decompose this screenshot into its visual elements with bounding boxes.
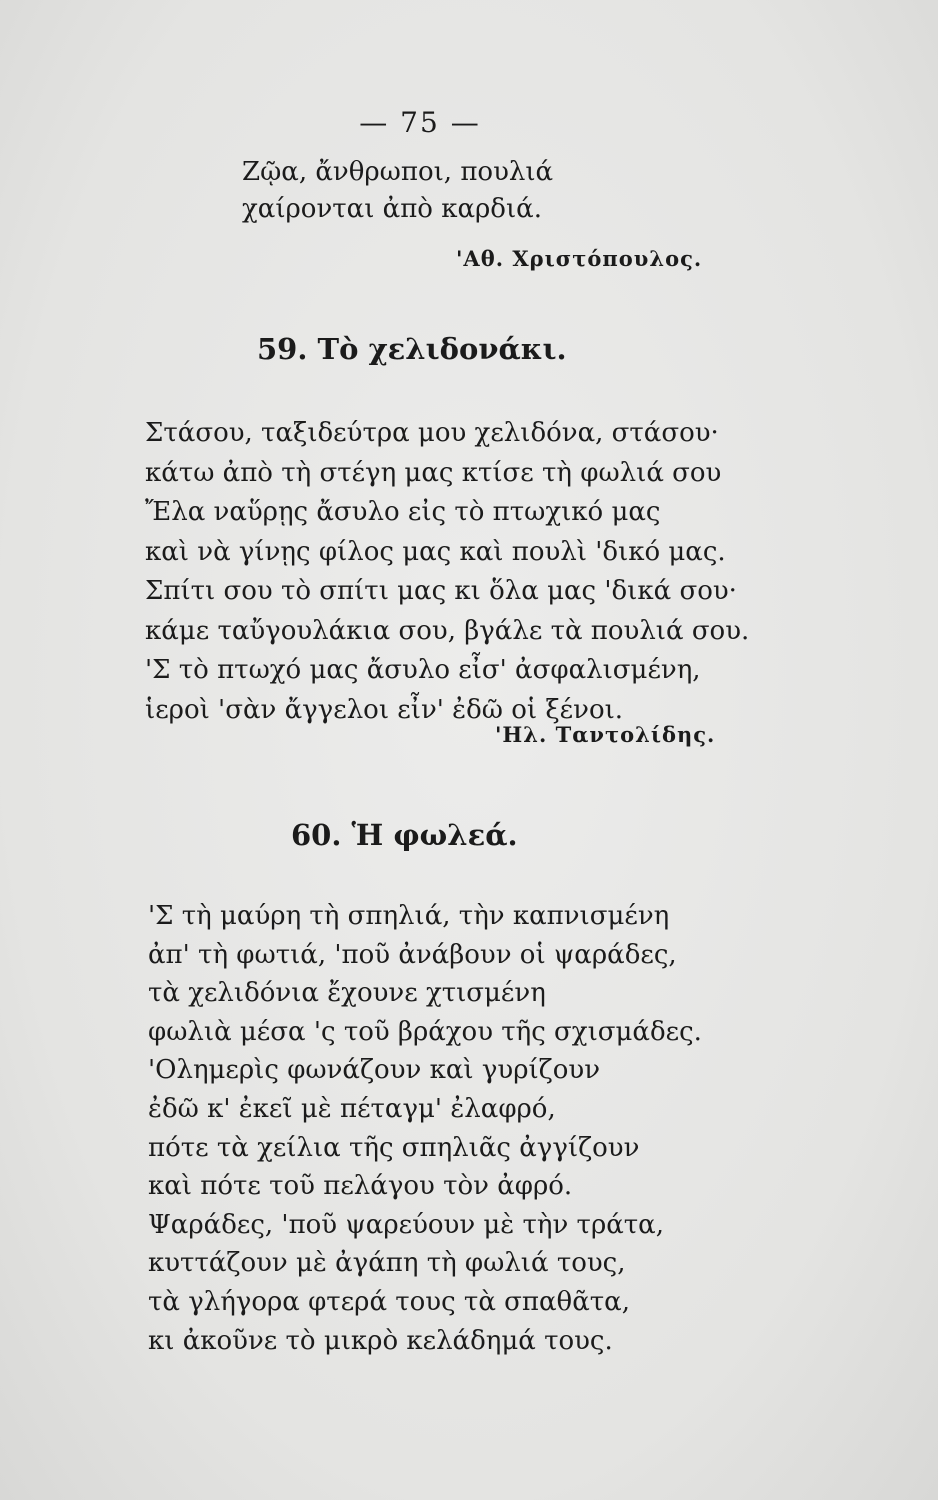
verse-line: 'Σ τὴ μαύρη τὴ σπηλιά, τὴν καπνισμένη: [148, 901, 670, 931]
verse-line: κι ἀκοῦνε τὸ μικρὸ κελάδημά τους.: [148, 1325, 613, 1356]
verse-line: Ἔλα ναὕρῃς ἄσυλο εἰς τὸ πτωχικό μας: [145, 497, 661, 527]
poem-59-title: 59. Τὸ χελιδονάκι.: [257, 332, 567, 366]
verse-line: ἐδῶ κ' ἐκεῖ μὲ πέταγμ' ἐλαφρό,: [148, 1093, 556, 1124]
intro-author: 'Αθ. Χριστόπουλος.: [456, 246, 703, 271]
verse-line: Ψαράδες, 'ποῦ ψαρεύουν μὲ τὴν τράτα,: [148, 1209, 664, 1240]
verse-line: 'Ολημερὶς φωνάζουν καὶ γυρίζουν: [148, 1055, 601, 1086]
verse-line: τὰ χελιδόνια ἔχουνε χτισμένη: [148, 978, 546, 1009]
verse-line: κάτω ἀπὸ τὴ στέγη μας κτίσε τὴ φωλιά σου: [145, 457, 722, 488]
poem-60-verse: [148, 897, 702, 1360]
poem-60-title: 60. Ἡ φωλεά.: [291, 818, 518, 852]
verse-line: χαίρονται ἀπὸ καρδιά.: [242, 194, 542, 224]
intro-verse: [242, 154, 553, 228]
poem-59-author: 'Ηλ. Ταντολίδης.: [495, 722, 716, 747]
verse-line: 'Σ τὸ πτωχό μας ἄσυλο εἶσ' ἀσφαλισμένη,: [145, 655, 701, 685]
verse-line: ἱεροὶ 'σὰν ἄγγελοι εἶν' ἐδῶ οἱ ξένοι.: [145, 694, 624, 725]
poem-59-verse: [145, 414, 749, 730]
verse-line: ἀπ' τὴ φωτιά, 'ποῦ ἀνάβουν οἱ ψαράδες,: [148, 939, 677, 970]
verse-line: κυττάζουν μὲ ἀγάπη τὴ φωλιά τους,: [148, 1248, 626, 1279]
verse-line: Ζῷα, ἄνθρωποι, πουλιά: [242, 157, 554, 187]
verse-line: Σπίτι σου τὸ σπίτι μας κι ὅλα μας 'δικά σου·: [145, 576, 737, 606]
verse-line: καὶ νὰ γίνῃς φίλος μας καὶ πουλὶ 'δικό μας.: [145, 536, 726, 567]
verse-line: Στάσου, ταξιδεύτρα μου χελιδόνα, στάσου·: [145, 418, 719, 448]
verse-line: τὰ γλήγορα φτερά τους τὰ σπαθᾶτα,: [148, 1286, 630, 1317]
verse-line: φωλιὰ μέσα 'ς τοῦ βράχου τῆς σχισμάδες.: [148, 1016, 702, 1047]
verse-line: καὶ πότε τοῦ πελάγου τὸν ἀφρό.: [148, 1171, 573, 1202]
verse-line: πότε τὰ χείλια τῆς σπηλιᾶς ἀγγίζουν: [148, 1132, 640, 1163]
page-number: — 75 —: [359, 106, 481, 139]
verse-line: κάμε ταὔγουλάκια σου, βγάλε τὰ πουλιά σου.: [145, 615, 750, 646]
